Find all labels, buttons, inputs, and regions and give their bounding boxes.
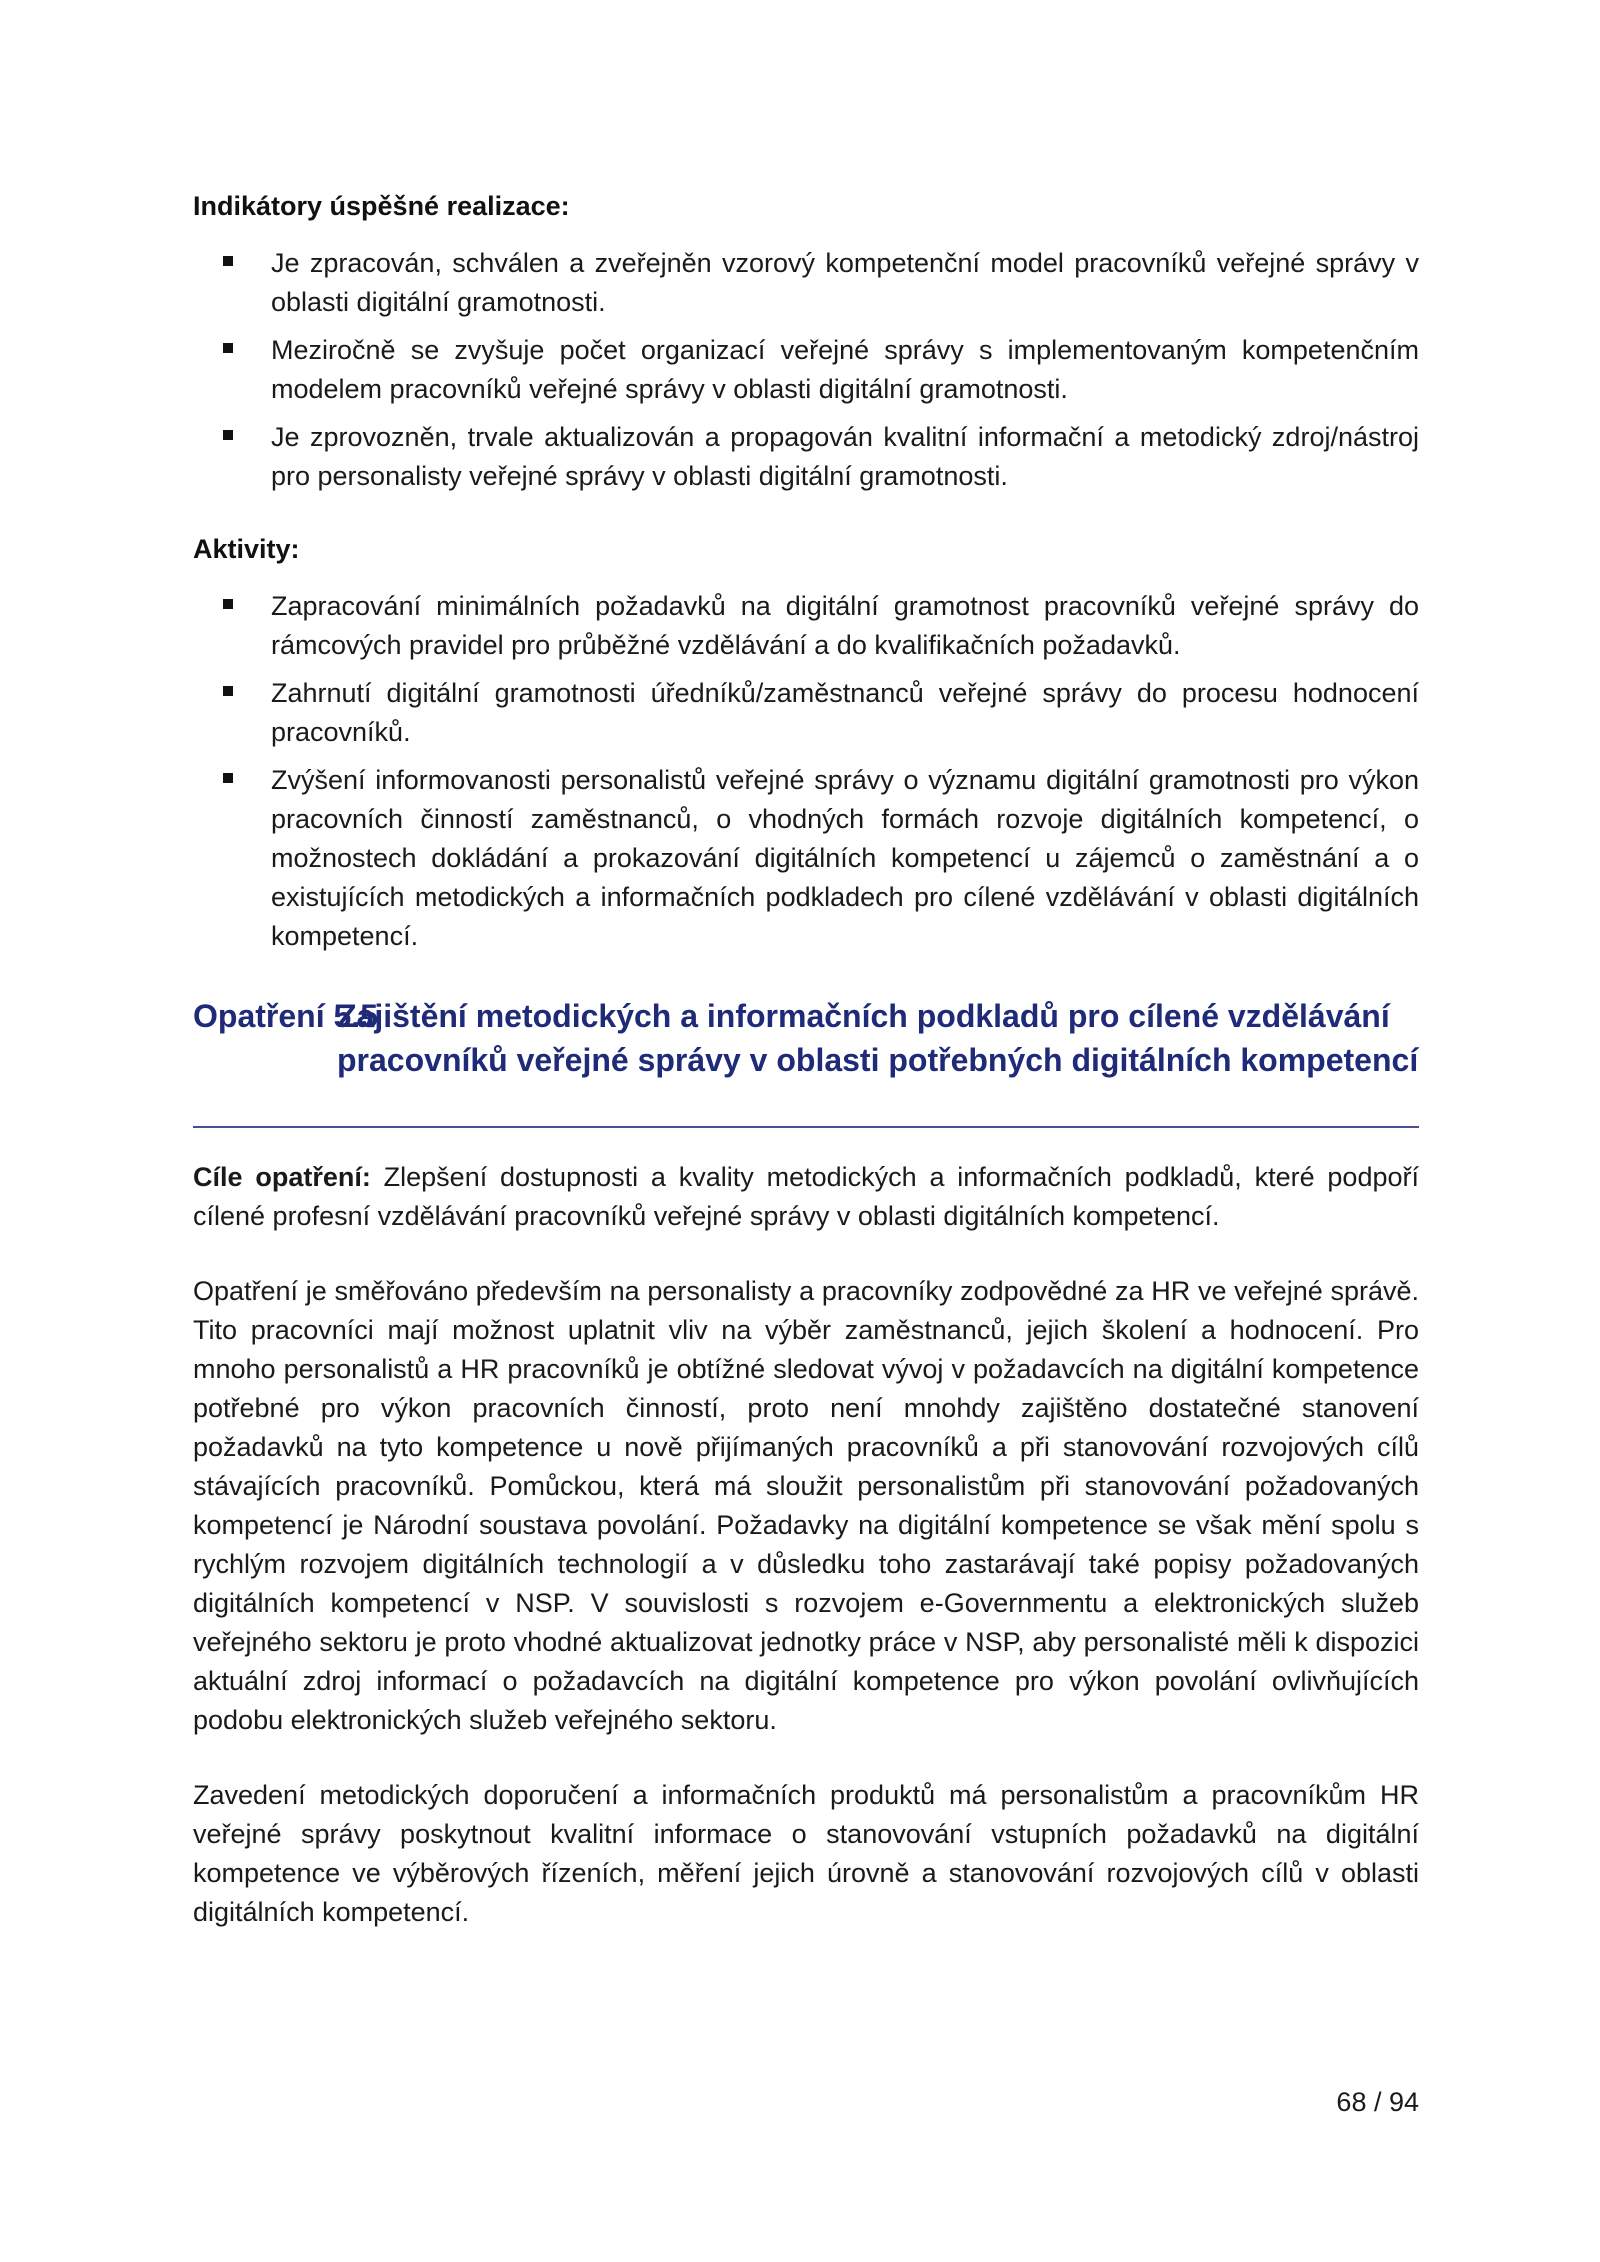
list-item [193, 674, 1419, 752]
activities-heading: Aktivity: [193, 534, 300, 564]
body-paragraph: Opatření je směřováno především na personalisty a pracovníky zodpovědné za HR ve veřejné správě. Tito pracovníci mají možnost uplatnit vliv na výběr zaměstnanců, jejich školení a hodnocení. Pro mnoho personalistů a HR pracovníků je obtížné sledovat vývoj v požadavcích na digitální kompetence potřebné pro výkon pracovních činností, proto není mnohdy zajištěno dostatečné stanovení požadavků na tyto kompetence u nově přijímaných pracovníků a při stanovování rozvojových cílů stávajících pracovníků. Pomůckou, která má sloužit personalistům při stanovování požadovaných kompetencí je Národní soustava povolání. Požadavky na digitální kompetence se však mění spolu s rychlým rozvojem digitálních technologií a v důsledku toho zastarávají také popisy požadovaných digitálních kompetencí v NSP. V souvislosti s rozvojem e-Governmentu a elektronických služeb veřejného sektoru je proto vhodné aktualizovat jednotky práce v NSP, aby personalisté měli k dispozici aktuální zdroj informací o požadavcích na digitální kompetence pro výkon povolání ovlivňujících podobu elektronických služeb veřejného sektoru. [193, 1276, 1419, 1735]
list-item-text: Je zpracován, schválen a zveřejněn vzorový kompetenční model pracovníků veřejné správy v oblasti digitální gramotnosti. [271, 248, 1419, 317]
measure-heading [193, 994, 1419, 1082]
goals-text: Zlepšení dostupnosti a kvality metodických a informačních podkladů, které podpoří cílené profesní vzdělávání pracovníků veřejné správy v oblasti digitálních kompetencí. [193, 1162, 1419, 1231]
list-item-text: Je zprovozněn, trvale aktualizován a propagován kvalitní informační a metodický zdroj/nástroj pro personalisty veřejné správy v oblasti digitální gramotnosti. [271, 422, 1419, 491]
square-bullet-icon [223, 343, 233, 353]
list-item [193, 331, 1419, 409]
square-bullet-icon [223, 256, 233, 266]
list-item-text: Zapracování minimálních požadavků na digitální gramotnost pracovníků veřejné správy do rámcových pravidel pro průběžné vzdělávání a do kvalifikačních požadavků. [271, 591, 1419, 660]
indicators-list [193, 244, 1419, 496]
measure-number: Opatření 5.5 [193, 998, 378, 1034]
body-paragraph: Zavedení metodických doporučení a informačních produktů má personalistům a pracovníkům HR veřejné správy poskytnout kvalitní informace o stanovování vstupních požadavků na digitální kompetence ve výběrových řízeních, měření jejich úrovně a stanovování rozvojových cílů v oblasti digitálních kompetencí. [193, 1780, 1419, 1927]
list-item [193, 761, 1419, 956]
indicators-heading: Indikátory úspěšné realizace: [193, 191, 570, 221]
measure-title: Zajištění metodických a informačních podkladů pro cílené vzdělávání pracovníků veřejné správy v oblasti potřebných digitálních kompetencí [337, 998, 1419, 1078]
square-bullet-icon [223, 773, 233, 783]
goals-paragraph [193, 1158, 1419, 1236]
list-item-text: Zvýšení informovanosti personalistů veřejné správy o významu digitální gramotnosti pro výkon pracovních činností zaměstnanců, o vhodných formách rozvoje digitálních kompetencí, o možnostech dokládání a prokazování digitálních kompetencí u zájemců o zaměstnání a o existujících metodických a informačních podkladech pro cílené vzdělávání v oblasti digitálních kompetencí. [271, 765, 1419, 951]
list-item [193, 418, 1419, 496]
section-divider [193, 1126, 1419, 1128]
activities-list [193, 587, 1419, 956]
list-item [193, 244, 1419, 322]
square-bullet-icon [223, 430, 233, 440]
list-item-text: Zahrnutí digitální gramotnosti úředníků/zaměstnanců veřejné správy do procesu hodnocení pracovníků. [271, 678, 1419, 747]
list-item [193, 587, 1419, 665]
square-bullet-icon [223, 686, 233, 696]
page-number: 68 / 94 [1336, 2087, 1419, 2117]
document-page [193, 186, 1419, 1932]
square-bullet-icon [223, 599, 233, 609]
list-item-text: Meziročně se zvyšuje počet organizací veřejné správy s implementovaným kompetenčním modelem pracovníků veřejné správy v oblasti digitální gramotnosti. [271, 335, 1419, 404]
goals-label: Cíle opatření: [193, 1162, 371, 1192]
